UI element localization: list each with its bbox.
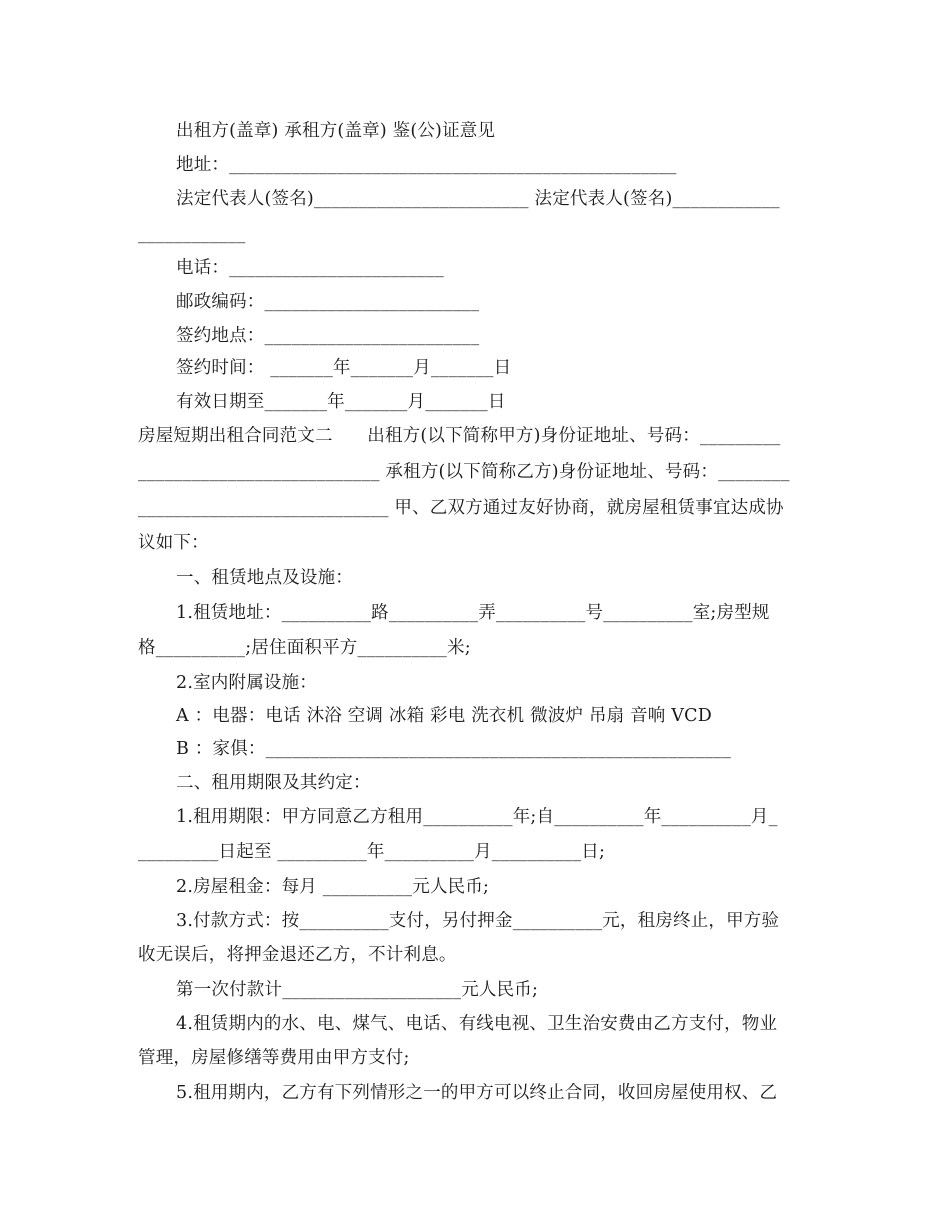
address-line: 地址：__________________________________________________ [176,155,677,175]
clause-2-3-line: 3.付款方式：按__________支付，另付押金__________元，租房终止，甲方验 [176,911,780,931]
furniture-line: B ：家俱：____________________________________________________ [176,739,732,759]
signing-place-line: 签约地点：________________________ [176,326,480,346]
signature-continuation-line: ____________ [138,224,246,244]
signature-header-line: 出租方(盖章) 承租方(盖章) 鉴(公)证意见 [176,121,496,141]
clause-1-1-line: 1.租赁地址：__________路__________弄__________号__________室;房型规 [176,603,770,623]
signing-date-line: 签约时间： _______年_______月_______日 [176,358,512,378]
clause-1-1-continuation: 格__________;居住面积平方__________米; [138,638,471,658]
valid-until-line: 有效日期至_______年_______月_______日 [176,392,506,412]
section-1-heading: 一、租赁地点及设施： [176,568,353,588]
clause-1-2-line: 2.室内附属设施： [176,673,317,693]
agreement-intro-line: ____________________________ 甲、乙双方通过友好协商，就房屋租赁事宜达成协 [138,498,784,518]
clause-2-2-line: 2.房屋租金：每月 __________元人民币; [176,877,490,897]
agreement-intro-continuation: 议如下： [138,533,209,553]
first-payment-line: 第一次付款计____________________元人民币; [176,980,539,1000]
contract-title-line: 房屋短期出租合同范文二 出租方(以下简称甲方)身份证地址、号码：_________ [138,426,781,446]
appliances-line: A ：电器：电话 沐浴 空调 冰箱 彩电 洗衣机 微波炉 吊扇 音响 VCD [176,706,712,726]
clause-2-5-line: 5.租用期内，乙方有下列情形之一的甲方可以终止合同，收回房屋使用权、乙 [176,1083,778,1103]
clause-2-3-continuation: 收无误后，将押金退还乙方，不计利息。 [138,945,457,965]
clause-2-1-continuation: _________日起至 __________年__________月__________日; [138,842,606,862]
clause-2-1-line: 1.租用期限：甲方同意乙方租用__________年;自__________年__________月_ [176,807,778,827]
clause-2-4-line: 4.租赁期内的水、电、煤气、电话、有线电视、卫生治安费由乙方支付，物业 [176,1014,778,1034]
legal-representative-line: 法定代表人(签名)________________________ 法定代表人(签名)____________ [176,189,780,209]
clause-2-4-continuation: 管理，房屋修缮等费用由甲方支付; [138,1048,410,1068]
phone-line: 电话：________________________ [176,258,444,278]
section-2-heading: 二、租用期限及其约定： [176,773,371,793]
postal-code-line: 邮政编码：________________________ [176,292,480,312]
lessee-id-line: ___________________________ 承租方(以下简称乙方)身份证地址、号码：________ [138,462,790,482]
